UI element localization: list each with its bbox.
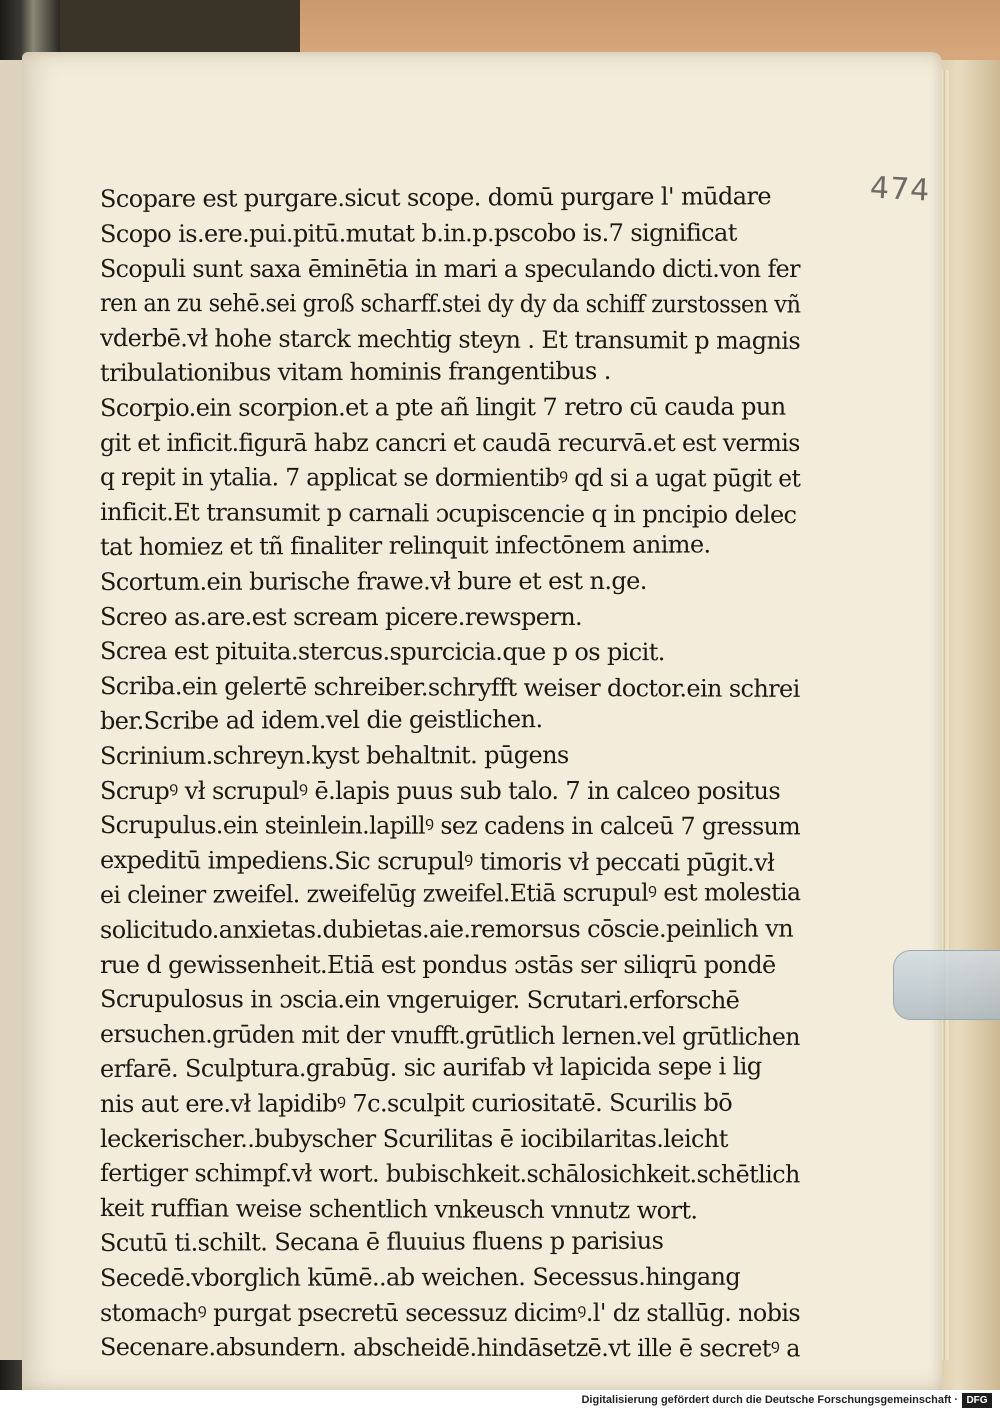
text-line: Scopuli sunt saxa ēminētia in mari a speculando dicti.von fer — [100, 254, 800, 283]
text-line: Scutū ti.schilt. Secana ē fluuius fluens p parisius — [99, 1226, 664, 1257]
text-line: tat homiez et tñ finaliter relinquit infectōnem anime. — [99, 530, 711, 561]
text-line: Scrupulosus in ɔscia.ein vngeruiger. Scrutari.erforschē — [99, 985, 740, 1015]
text-line: Scorpio.ein scorpion.et a pte añ lingit 7 retro cū cauda pun — [99, 392, 786, 422]
text-line: ei cleiner zweifel. zweifelūg zweifel.Etiā scrupulꝰ est molestia — [99, 878, 801, 909]
text-line: tribulationibus vitam hominis frangentibus . — [99, 356, 611, 387]
text-line: Screo as.are.est scream picere.rewspern. — [100, 602, 583, 631]
text-block — [100, 182, 800, 1365]
text-line: Scriba.ein gelertē schreiber.schryfft weiser doctor.ein schrei — [99, 672, 800, 704]
footer-credit: Digitalisierung gefördert durch die Deutsche Forschungsgemeinschaft · — [581, 1394, 958, 1406]
text-line: Scrinium.schreyn.kyst behaltnit. pūgens — [99, 740, 569, 770]
folio-number: 474 — [869, 170, 932, 209]
text-line: expeditū impediens.Sic scrupulꝰ timoris vł peccati pūgit.vł — [99, 846, 775, 877]
dfg-logo: DFG — [962, 1393, 992, 1408]
text-line: fertiger schimpf.vł wort. bubischkeit.schālosichkeit.schētlich — [99, 1159, 800, 1189]
text-line: rue d gewissenheit.Etiā est pondus ɔstās ser siliqrū pondē — [100, 950, 776, 979]
text-line: Scopare est purgare.sicut scope. domū purgare l' mūdare — [99, 182, 772, 213]
page-clip — [893, 950, 1000, 1020]
text-line: erfarē. Sculptura.grabūg. sic aurifab vł lapicida sepe i lig — [99, 1052, 762, 1083]
text-line: stomachꝰ purgat psecretū secessuz dicimꝰ.l' dz stallūg. nobis — [100, 1298, 801, 1327]
text-line: keit ruffian weise schentlich vnkeusch vnnutz wort. — [99, 1194, 698, 1225]
text-line: q repit in ytalia. 7 applicat se dormientibꝰ qd si a ugat pūgit et — [99, 463, 801, 493]
text-line: nis aut ere.vł lapidibꝰ 7c.sculpit curiositatē. Scurilis bō — [99, 1088, 733, 1118]
text-line: git et inficit.figurā habz cancri et caudā recurvā.et est vermis — [100, 428, 800, 457]
text-line: vderbē.vł hohe starck mechtig steyn . Et transumit p magnis — [99, 324, 801, 356]
text-line: ersuchen.grūden mit der vnufft.grūtlich lernen.vel grūtlichen — [99, 1020, 800, 1052]
text-line: leckerischer..bubyscher Scurilitas ē iocibilaritas.leicht — [100, 1124, 728, 1153]
text-line: ren an zu sehē.sei groß scharff.stei dy dy da schiff zurstossen vñ — [99, 289, 801, 319]
footer-bar — [0, 1390, 1000, 1412]
text-line: ber.Scribe ad idem.vel die geistlichen. — [99, 705, 543, 735]
text-line: Secedē.vborglich kūmē..ab weichen. Secessus.hingang — [99, 1262, 741, 1292]
text-line: inficit.Et transumit p carnali ɔcupiscencie q in pncipio delec — [99, 498, 797, 530]
text-line: Scrupulus.ein steinlein.lapillꝰ sez cadens in calceū 7 gressum — [99, 811, 801, 841]
text-line: Screa est pituita.stercus.spurcicia.que p os picit. — [99, 637, 665, 667]
text-line: Scrupꝰ vł scrupulꝰ ē.lapis puus sub talo. 7 in calceo positus — [100, 776, 781, 805]
text-line: Scopo is.ere.pui.pitū.mutat b.in.p.pscobo is.7 significat — [99, 218, 737, 248]
text-line: Secenare.absundern. abscheidē.hindāsetzē.vt ille ē secretꝰ a — [99, 1333, 801, 1363]
text-line: Scortum.ein burische frawe.vł bure et est n.ge. — [99, 566, 647, 596]
text-line: solicitudo.anxietas.dubietas.aie.remorsus cōscie.peinlich vn — [99, 914, 794, 944]
